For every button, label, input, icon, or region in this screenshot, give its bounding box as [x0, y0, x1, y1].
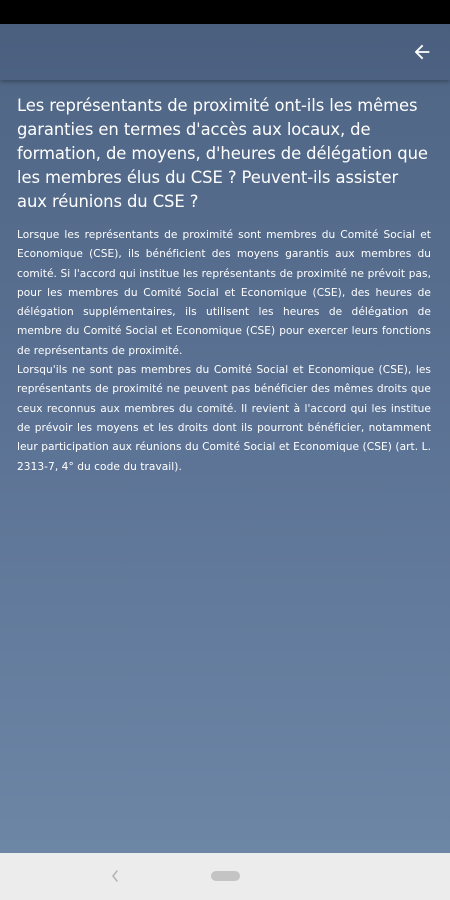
- answer-text: [17, 226, 431, 477]
- nav-back-icon[interactable]: [107, 867, 123, 885]
- app-bar: [0, 24, 450, 80]
- home-pill-icon[interactable]: [211, 871, 240, 881]
- question-title: Les représentants de proximité ont-ils les mêmes garanties en termes d'accès aux locaux, de formation, de moyens, d'heures de délégation que les membres élus du CSE ? Peuvent-ils assister aux réunions du CSE ?: [17, 96, 428, 211]
- arrow-back-icon: [411, 41, 433, 63]
- screen: [0, 24, 450, 853]
- faq-content: [17, 94, 431, 477]
- status-bar: [0, 0, 450, 24]
- answer-paragraph: Lorsque les représentants de proximité sont membres du Comité Social et Economique (CSE), ils bénéficient des moyens garantis aux membres du comité. Si l'accord qui institue les représentants de proximité ne prévoit pas, pour les membres du Comité Social et Economique (CSE), des heures de délégation supplémentaires, ils utilisent les heures de délégation de membre du Comité Social et Economique (CSE) pour exercer leurs fonctions de représentants de proximité.: [17, 229, 431, 357]
- back-button[interactable]: [402, 32, 442, 72]
- answer-paragraph: Lorsqu'ils ne sont pas membres du Comité Social et Economique (CSE), les représentants de proximité ne peuvent pas bénéficier des mêmes droits que ceux reconnus aux membres du comité. Il revient à l'accord qui les institue de prévoir les moyens et les droits dont ils pourront bénéficier, notamment leur participation aux réunions du Comité Social et Economique (CSE) (art. L. 2313-7, 4° du code du travail).: [17, 364, 431, 473]
- navigation-bar: [0, 853, 450, 900]
